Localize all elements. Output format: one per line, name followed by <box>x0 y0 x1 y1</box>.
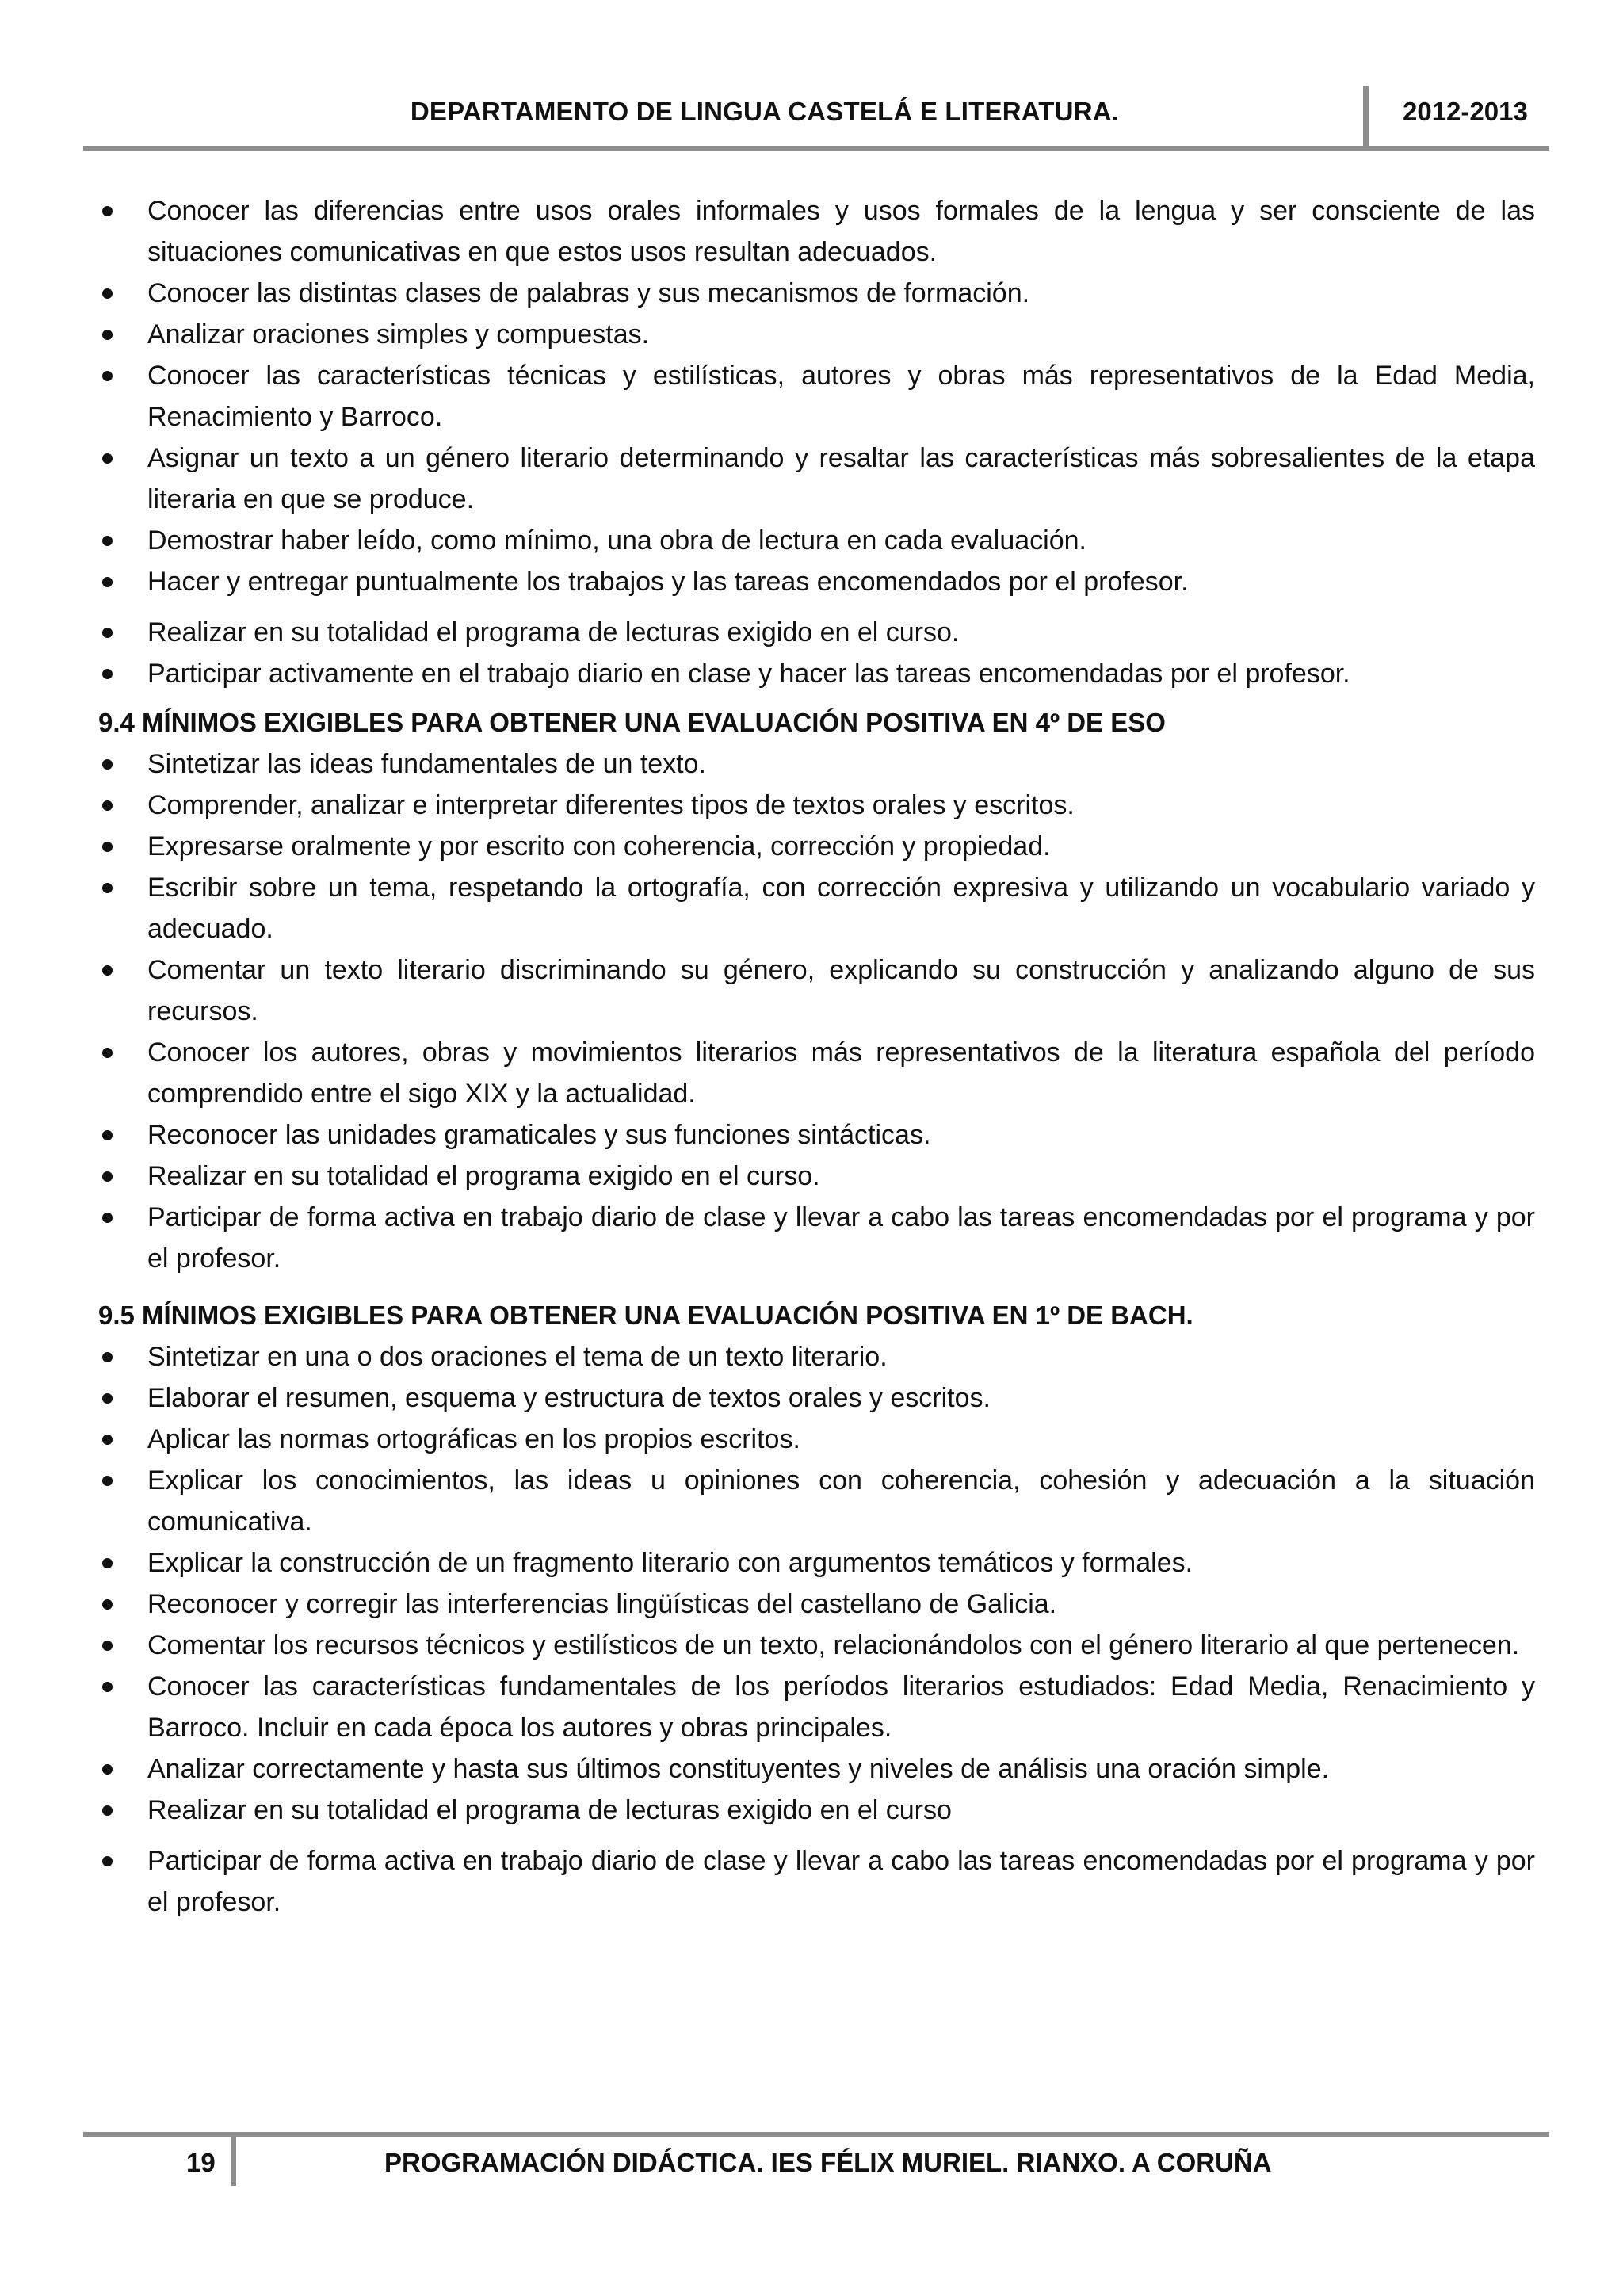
list-item: Explicar la construcción de un fragmento literario con argumentos temáticos y formales. <box>97 1542 1535 1584</box>
bullet-icon <box>102 1856 113 1866</box>
list-item: Conocer los autores, obras y movimientos literarios más representativos de la literatura española del período comprendido entre el sigo XIX y la actualidad. <box>97 1032 1535 1114</box>
bullet-icon <box>102 453 113 464</box>
bullet-icon <box>102 1476 113 1486</box>
section-9-4-list <box>97 743 1535 1279</box>
bullet-icon <box>102 1130 113 1140</box>
bullet-icon <box>102 1558 113 1568</box>
list-item: Comprender, analizar e interpretar diferentes tipos de textos orales y escritos. <box>97 785 1535 826</box>
section-9-5-list <box>97 1336 1535 1923</box>
footer-rule <box>83 2132 1549 2137</box>
page-number: 19 <box>186 2148 216 2177</box>
list-item: Hacer y entregar puntualmente los trabajos y las tareas encomendados por el profesor. <box>97 561 1535 602</box>
header-rule <box>83 146 1549 151</box>
bullet-icon <box>102 1393 113 1404</box>
list-item: Participar de forma activa en trabajo diario de clase y llevar a cabo las tareas encomendadas por el programa y por el profesor. <box>97 1197 1535 1279</box>
list-item: Realizar en su totalidad el programa de lecturas exigido en el curso <box>97 1790 1535 1831</box>
list-item: Conocer las características técnicas y estilísticas, autores y obras más representativos de la Edad Media, Renacimiento y Barroco. <box>97 355 1535 437</box>
bullet-icon <box>102 1435 113 1445</box>
list-item: Demostrar haber leído, como mínimo, una obra de lectura en cada evaluación. <box>97 520 1535 561</box>
page-footer <box>83 2132 1549 2179</box>
list-item: Conocer las distintas clases de palabras y sus mecanismos de formación. <box>97 273 1535 314</box>
list-item: Elaborar el resumen, esquema y estructura de textos orales y escritos. <box>97 1377 1535 1419</box>
list-item: Realizar en su totalidad el programa exigido en el curso. <box>97 1156 1535 1197</box>
bullet-icon <box>102 1682 113 1692</box>
bullet-icon <box>102 536 113 546</box>
document-body <box>97 190 1535 1923</box>
bullet-icon <box>102 1352 113 1362</box>
bullet-icon <box>102 288 113 299</box>
header-title: DEPARTAMENTO DE LINGUA CASTELÁ E LITERATURA. <box>410 97 1120 126</box>
section-heading-9-5: 9.5 MÍNIMOS EXIGIBLES PARA OBTENER UNA EVALUACIÓN POSITIVA EN 1º DE BACH. <box>98 1301 1193 1330</box>
list-item: Comentar los recursos técnicos y estilísticos de un texto, relacionándolos con el género literario al que pertenecen. <box>97 1625 1535 1666</box>
list-item: Explicar los conocimientos, las ideas u opiniones con coherencia, cohesión y adecuación a la situación comunicativa. <box>97 1460 1535 1542</box>
bullet-icon <box>102 669 113 679</box>
bullet-icon <box>102 842 113 852</box>
list-item: Participar activamente en el trabajo diario en clase y hacer las tareas encomendadas por el profesor. <box>97 653 1535 694</box>
list-item: Comentar un texto literario discriminando su género, explicando su construcción y analizando alguno de sus recursos. <box>97 949 1535 1032</box>
intro-list <box>97 190 1535 694</box>
bullet-icon <box>102 800 113 811</box>
list-item: Conocer las diferencias entre usos orales informales y usos formales de la lengua y ser consciente de las situaciones comunicativas en que estos usos resultan adecuados. <box>97 190 1535 273</box>
bullet-icon <box>102 628 113 638</box>
list-item: Participar de forma activa en trabajo diario de clase y llevar a cabo las tareas encomendadas por el programa y por el profesor. <box>97 1840 1535 1923</box>
header-year: 2012-2013 <box>1403 97 1528 126</box>
list-item: Escribir sobre un tema, respetando la ortografía, con corrección expresiva y utilizando un vocabulario variado y adecuado. <box>97 867 1535 949</box>
bullet-icon <box>102 1805 113 1816</box>
bullet-icon <box>102 759 113 770</box>
bullet-icon <box>102 330 113 340</box>
section-heading-9-4: 9.4 MÍNIMOS EXIGIBLES PARA OBTENER UNA EVALUACIÓN POSITIVA EN 4º DE ESO <box>98 708 1166 737</box>
list-item: Expresarse oralmente y por escrito con coherencia, corrección y propiedad. <box>97 826 1535 867</box>
list-item: Conocer las características fundamentales de los períodos literarios estudiados: Edad Media, Renacimiento y Barroco. Incluir en cada época los autores y obras principales. <box>97 1666 1535 1748</box>
bullet-icon <box>102 206 113 216</box>
list-item: Aplicar las normas ortográficas en los propios escritos. <box>97 1419 1535 1460</box>
bullet-icon <box>102 371 113 381</box>
bullet-icon <box>102 1641 113 1651</box>
bullet-icon <box>102 1213 113 1223</box>
bullet-icon <box>102 883 113 893</box>
bullet-icon <box>102 577 113 587</box>
list-item: Asignar un texto a un género literario determinando y resaltar las características más sobresalientes de la etapa literaria en que se produce. <box>97 437 1535 520</box>
footer-divider <box>231 2137 236 2186</box>
bullet-icon <box>102 965 113 976</box>
bullet-icon <box>102 1599 113 1610</box>
list-item: Reconocer las unidades gramaticales y sus funciones sintácticas. <box>97 1114 1535 1156</box>
bullet-icon <box>102 1764 113 1775</box>
list-item: Reconocer y corregir las interferencias lingüísticas del castellano de Galicia. <box>97 1584 1535 1625</box>
bullet-icon <box>102 1048 113 1058</box>
list-item: Sintetizar en una o dos oraciones el tema de un texto literario. <box>97 1336 1535 1377</box>
list-item: Analizar oraciones simples y compuestas. <box>97 314 1535 355</box>
page-header <box>83 97 1549 147</box>
footer-text: PROGRAMACIÓN DIDÁCTICA. IES FÉLIX MURIEL. RIANXO. A CORUÑA <box>384 2148 1272 2177</box>
list-item: Analizar correctamente y hasta sus últimos constituyentes y niveles de análisis una oración simple. <box>97 1748 1535 1790</box>
list-item: Realizar en su totalidad el programa de lecturas exigido en el curso. <box>97 612 1535 653</box>
list-item: Sintetizar las ideas fundamentales de un texto. <box>97 743 1535 785</box>
header-divider <box>1363 86 1369 147</box>
bullet-icon <box>102 1171 113 1182</box>
